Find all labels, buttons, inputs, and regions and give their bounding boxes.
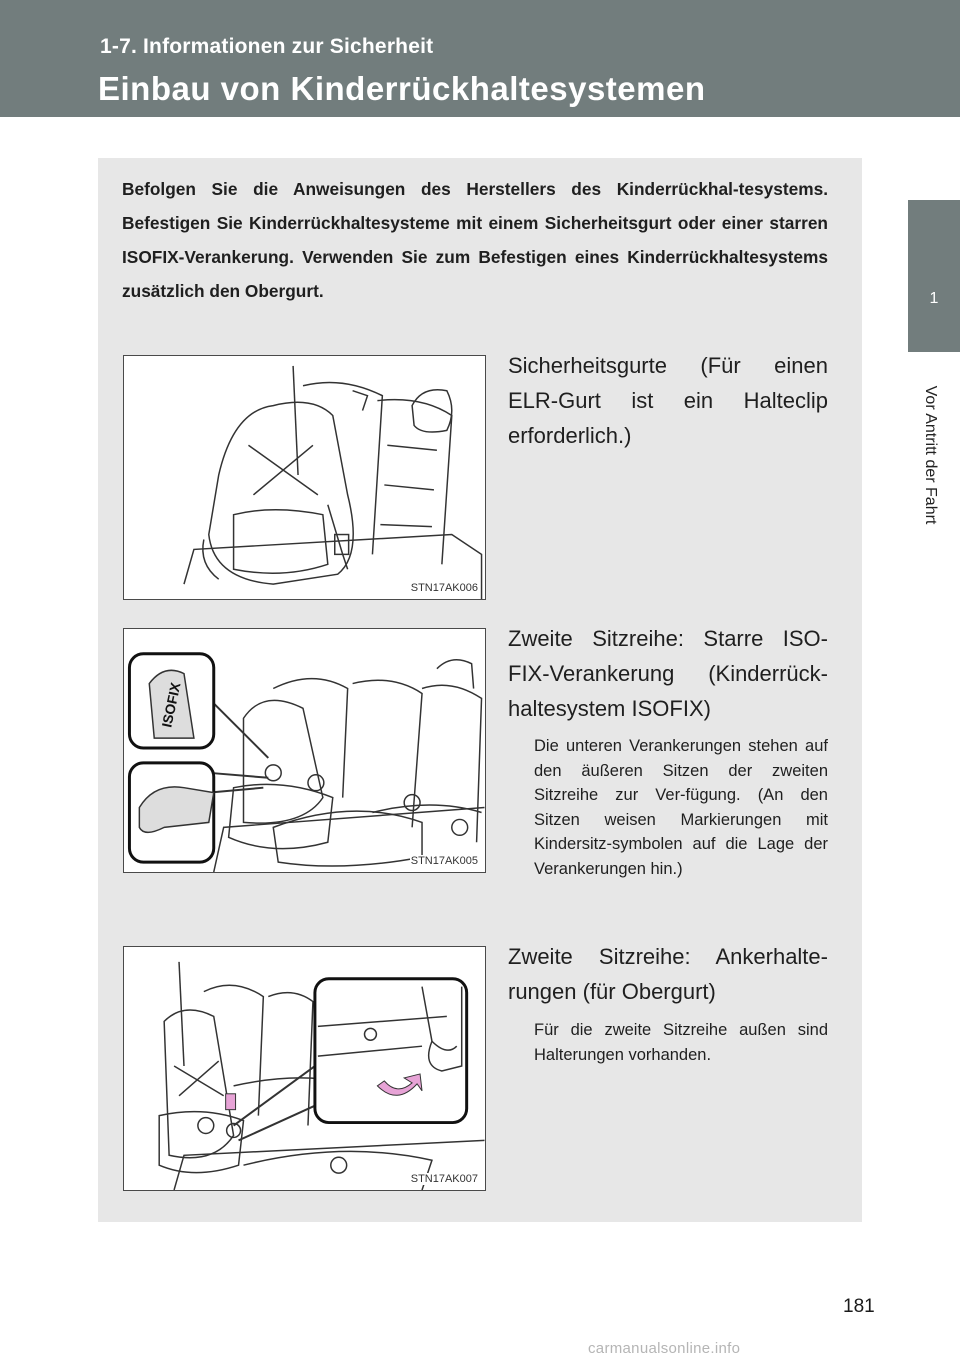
intro-text: Befolgen Sie die Anweisungen des Herstellers des Kinderrückhal-tesystems. Befestigen Sie Kinderrückhaltesysteme mit einem Sicherheitsgurt oder einer starren ISOFIX-Verankerung. Verwenden Sie zum Befestigen eines Kinderrückhaltesystems zusätzlich den Obergurt. [122,179,828,301]
section-label: 1-7. Informationen zur Sicherheit [100,35,434,58]
figure-seatbelt [123,355,486,600]
chapter-label: Vor Antritt der Fahrt [922,385,939,525]
isofix-label: ISOFIX [158,680,184,729]
isofix-illustration [124,629,485,872]
figure-code: STN17AK006 [410,582,478,594]
figure-isofix [123,628,486,873]
text-isofix: Die unteren Verankerungen stehen auf den äußeren Sitzen der zweiten Sitzreihe zur Ver-fügung. (An den Sitzen weisen Markierungen mit Kindersitz-symbolen auf die Lage der Verankerungen hin.) [534,737,828,878]
text-anchor: Für die zweite Sitzreihe außen sind Halterungen vorhanden. [534,1021,828,1064]
heading-anchor: Zweite Sitzreihe: Ankerhalte-rungen (für Obergurt) [508,944,828,1004]
chapter-tab [908,200,960,352]
page-title: Einbau von Kinderrückhaltesystemen [98,70,706,107]
figure-code: STN17AK005 [410,855,478,867]
header-bar [0,0,960,117]
figure-code: STN17AK007 [410,1173,478,1185]
anchor-detail-frame [315,979,467,1123]
watermark: carmanualsonline.info [588,1340,741,1357]
seatbelt-illustration [124,356,485,599]
heading-isofix: Zweite Sitzreihe: Starre ISO-FIX-Verankerung (Kinderrück-haltesystem ISOFIX) [508,626,828,721]
anchor-illustration [124,947,485,1190]
heading-seatbelts: Sicherheitsgurte (Für einen ELR-Gurt ist ein Halteclip erforderlich.) [508,353,828,448]
chapter-number: 1 [929,290,939,307]
figure-anchor [123,946,486,1191]
page-number: 181 [843,1296,875,1317]
